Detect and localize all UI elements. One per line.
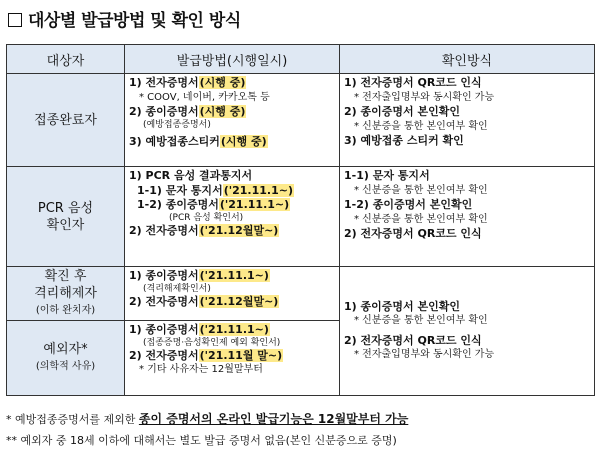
issuance-table: [6, 44, 595, 396]
header-method: 발급방법(시행일시): [125, 45, 340, 74]
verify-vaccinated: 1) 전자증명서 QR코드 인식 * 전자출입명부와 동시확인 가능 2) 종이증명서 본인확인 * 신분증을 통한 본인여부 확인 3) 예방접종 스티커 확인: [340, 74, 595, 167]
target-pcr: PCR 음성 확인자: [7, 167, 125, 267]
method-vaccinated: 1) 전자증명서(시행 중) * COOV, 네이버, 카카오톡 등 2) 종이증명서(시행 중) (예방접종증명서) 3) 예방접종스티커(시행 중): [125, 74, 340, 167]
method-recovered: 1) 종이증명서('21.11.1~) (격리해제확인서) 2) 전자증명서('21.12월말~): [125, 267, 340, 321]
page-title: 대상별 발급방법 및 확인 방식: [8, 6, 241, 31]
footnote-1: * 예방접종증명서를 제외한 종이 증명서의 온라인 발급기능은 12월말부터 가능: [6, 412, 409, 426]
target-exempt: 예외자* (의학적 사유): [7, 321, 125, 396]
verify-pcr: 1-1) 문자 통지서 * 신분증을 통한 본인여부 확인 1-2) 종이증명서 본인확인 * 신분증을 통한 본인여부 확인 2) 전자증명서 QR코드 인식: [340, 167, 595, 267]
header-verify: 확인방식: [340, 45, 595, 74]
method-pcr: 1) PCR 음성 결과통지서 1-1) 문자 통지서('21.11.1~) 1-2) 종이증명서('21.11.1~) (PCR 음성 확인서) 2) 전자증명서('21.12월말~): [125, 167, 340, 267]
verify-recovered-exempt: 1) 종이증명서 본인확인 * 신분증을 통한 본인여부 확인 2) 전자증명서 QR코드 인식 * 전자출입명부와 동시확인 가능: [340, 267, 595, 396]
row-recovered: [7, 267, 595, 321]
row-vaccinated: [7, 74, 595, 167]
row-pcr: [7, 167, 595, 267]
target-vaccinated: 접종완료자: [7, 74, 125, 167]
method-exempt: 1) 종이증명서('21.11.1~) (접종증명·음성확인제 예외 확인서) 2) 전자증명서('21.11월 말~) * 기타 사유자는 12월말부터: [125, 321, 340, 396]
checkbox-square-icon: [8, 13, 22, 27]
header-row: [7, 45, 595, 74]
footnote-2: ** 예외자 중 18세 이하에 대해서는 별도 발급 증명서 없음(본인 신분증으로 증명): [6, 434, 397, 447]
target-recovered: 확진 후 격리해제자 (이하 완치자): [7, 267, 125, 321]
header-target: 대상자: [7, 45, 125, 74]
